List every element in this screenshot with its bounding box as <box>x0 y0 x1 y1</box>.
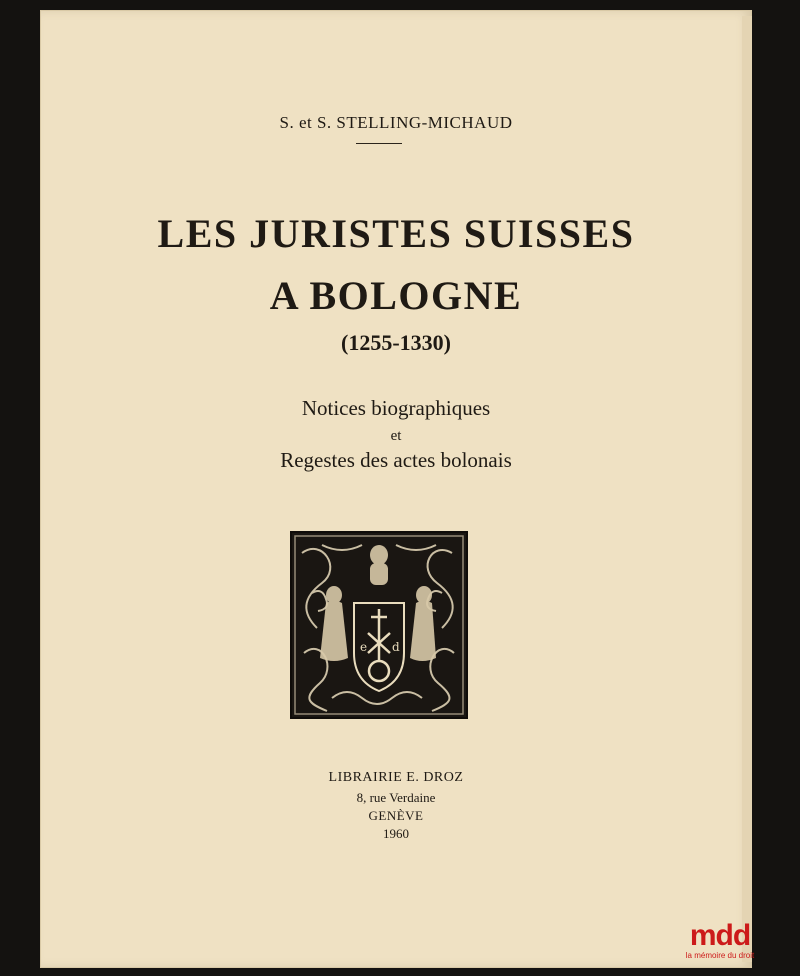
book-cover <box>40 10 752 968</box>
logo-letters: mdd <box>689 919 751 952</box>
mdd-logo <box>680 921 760 960</box>
title-dates: (1255-1330) <box>341 330 451 355</box>
logo-tagline: la mémoire du droit <box>685 951 755 960</box>
divider-rule <box>356 143 402 144</box>
svg-text:d: d <box>392 640 400 654</box>
publication-year: 1960 <box>383 826 409 841</box>
publisher-address: 8, rue Verdaine <box>356 790 436 805</box>
author-line: S. et S. STELLING-MICHAUD <box>279 113 513 132</box>
publisher-name: LIBRAIRIE E. DROZ <box>328 770 464 785</box>
title-line-1: LES JURISTES SUISSES <box>157 211 635 256</box>
cover-edge <box>742 16 752 962</box>
subtitle-line-1: Notices biographiques <box>301 396 491 420</box>
publisher-city: GENÈVE <box>368 808 424 823</box>
subtitle-conjunction: et <box>390 428 402 444</box>
svg-text:e: e <box>360 640 368 654</box>
subtitle-line-2: Regestes des actes bolonais <box>280 448 512 472</box>
woodcut-printers-device-icon <box>290 531 468 719</box>
title-line-2: A BOLOGNE <box>269 273 523 318</box>
